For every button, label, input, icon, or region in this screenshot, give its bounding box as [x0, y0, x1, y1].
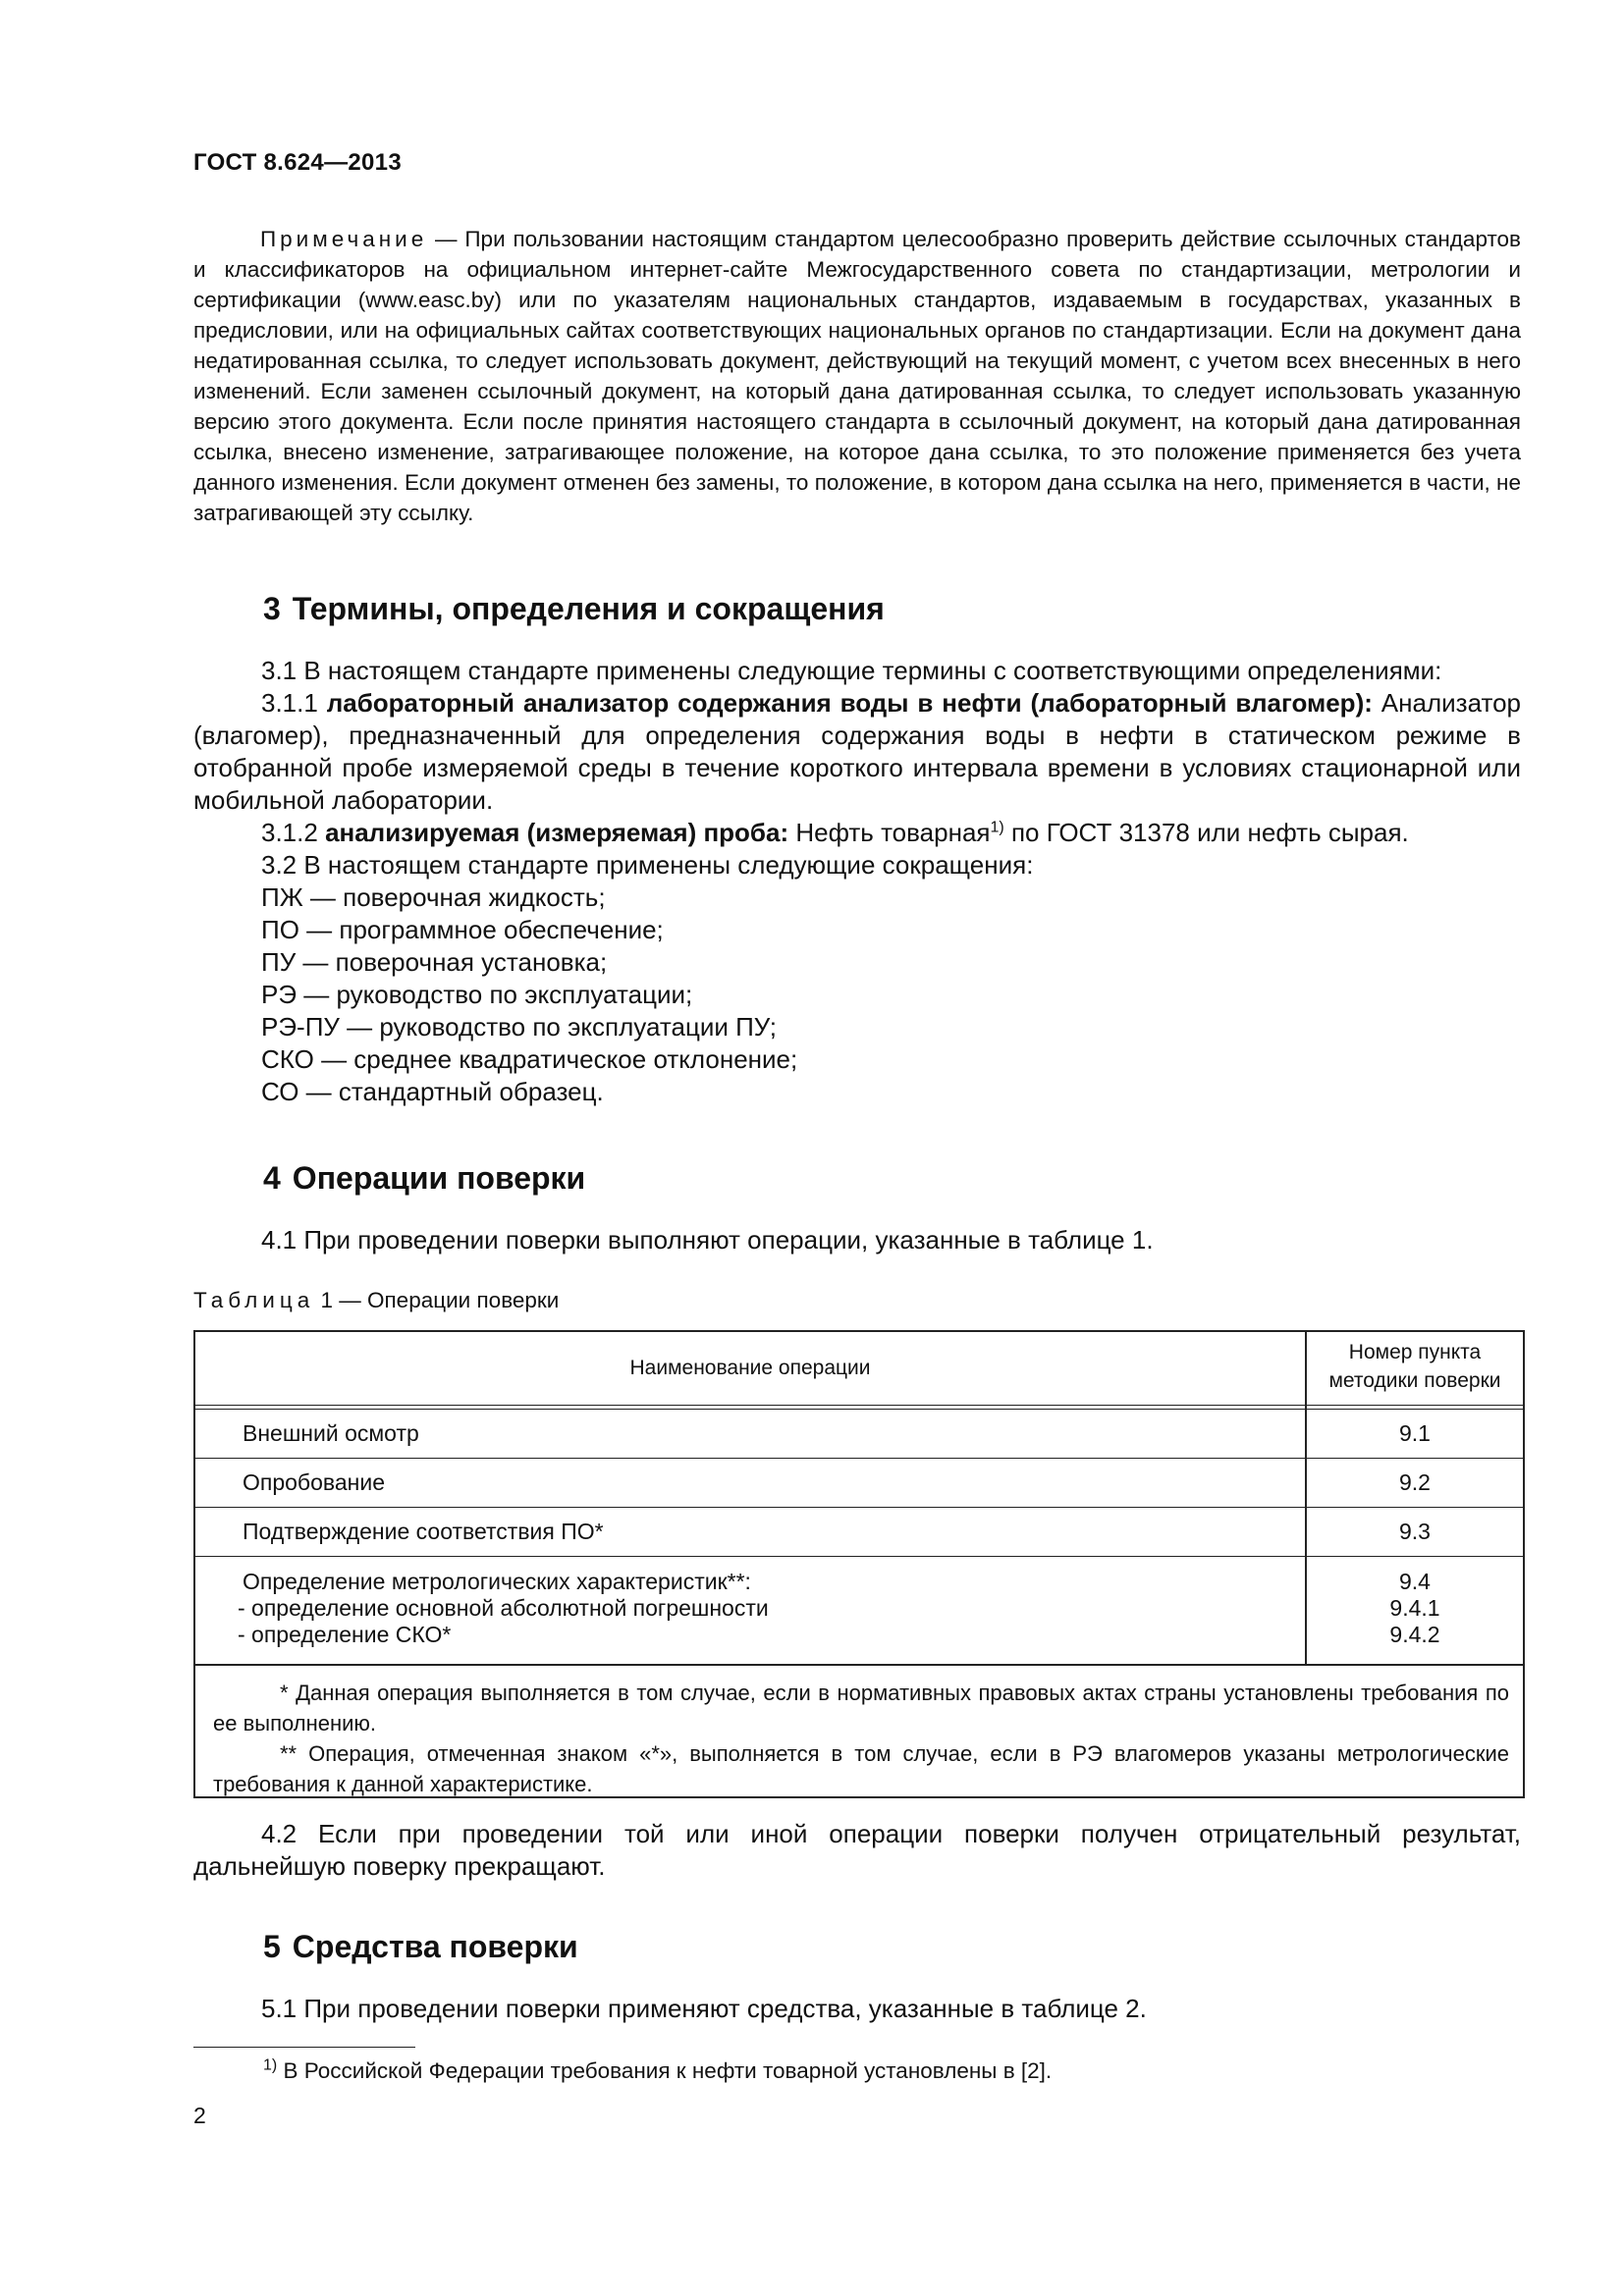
note-text: — При пользовании настоящим стандартом целесообразно проверить действие ссылочных стандартов и классификаторов на официальном интернет-сайте Межгосударственного совета по стандартизации, метрологии и сертификации (www.easc.by) или по указателям национальных стандартов, издаваемым в государствах, указанных в предисловии, или на официальных сайтах соответствующих национальных органов по стандартизации. Если на документ дана недатированная ссылка, то следует использовать документ, действующий на текущий момент, с учетом всех внесенных в него изменений. Если заменен ссылочный документ, на который дана датированная ссылка, то следует использовать указанную версию этого документа. Если после принятия настоящего стандарта в ссылочный документ, на который дана датированная ссылка, внесено изменение, затрагивающее положение, на которое дана ссылка, то это положение применяется без учета данного изменения. Если документ отменен без замены, то положение, в котором дана ссылка на него, применяется в части, не затрагивающей эту ссылку. [193, 227, 1521, 525]
clause-3-2: 3.2 В настоящем стандарте применены следующие сокращения: [261, 850, 1034, 880]
abbreviation-item: СКО — среднее квадратическое отклонение; [261, 1044, 798, 1074]
section-3-heading [263, 591, 885, 627]
clause-5-1: 5.1 При проведении поверки применяют средства, указанные в таблице 2. [261, 1994, 1147, 2023]
operation-clause: 9.4 9.4.1 9.4.2 [1389, 1569, 1440, 1647]
abbreviation-item: СО — стандартный образец. [261, 1077, 604, 1106]
table-caption-text: 1 — Операции поверки [314, 1288, 560, 1312]
abbreviation-item: ПО — программное обеспечение; [261, 915, 664, 944]
section-3-number: 3 [263, 591, 281, 626]
section-5-heading [263, 1929, 578, 1965]
clause-4-2-block [193, 1818, 1521, 1883]
abbreviation-item: РЭ-ПУ — руководство по эксплуатации ПУ; [261, 1012, 777, 1041]
column-header-clause: Номер пункта методики поверки [1328, 1341, 1501, 1392]
abbreviation-item: РЭ — руководство по эксплуатации; [261, 980, 693, 1009]
table-row [195, 1410, 1523, 1458]
operation-clause: 9.2 [1399, 1469, 1431, 1495]
table-caption-label: Таблица [193, 1288, 315, 1312]
clause-4-1: 4.1 При проведении поверки выполняют операции, указанные в таблице 1. [261, 1225, 1154, 1255]
section-4-title: Операции поверки [292, 1160, 586, 1196]
section-3-body [193, 655, 1521, 1108]
clause-4-2: 4.2 Если при проведении той или иной операции поверки получен отрицательный результат, дальнейшую поверку прекращают. [193, 1819, 1521, 1881]
table-row [195, 1459, 1523, 1507]
term-sample: анализируемая (измеряемая) проба: [325, 818, 789, 847]
operations-table [193, 1330, 1525, 1798]
clause-4-1-block [193, 1224, 1521, 1256]
footnote-ref: 1) [990, 819, 1004, 836]
footnote-divider [193, 2047, 415, 2048]
section-5-title: Средства поверки [292, 1929, 578, 1964]
operation-clause: 9.3 [1399, 1519, 1431, 1544]
operation-name: Внешний осмотр [243, 1420, 419, 1446]
table-row [195, 1508, 1523, 1556]
page-number: 2 [193, 2103, 206, 2128]
abbreviation-item: ПУ — поверочная установка; [261, 947, 608, 977]
abbreviation-item: ПЖ — поверочная жидкость; [261, 882, 606, 912]
table-row [195, 1557, 1523, 1664]
table-header-row [195, 1332, 1523, 1405]
table-footnotes [195, 1666, 1523, 1799]
operation-name: Определение метрологических характеристик**: - определение основной абсолютной погрешности - определение СКО* [238, 1569, 769, 1647]
column-header-operation: Наименование операции [629, 1357, 871, 1379]
table-footnote: ** Операция, отмеченная знаком «*», выполняется в том случае, если в РЭ влагомеров указаны метрологические требования к данной характеристике. [213, 1741, 1509, 1796]
reference-note [193, 224, 1521, 528]
document-header: ГОСТ 8.624—2013 [193, 149, 402, 176]
page-footnote [263, 2056, 1052, 2086]
operation-clause: 9.1 [1399, 1420, 1431, 1446]
operation-name: Опробование [243, 1469, 385, 1495]
table-footnote: * Данная операция выполняется в том случае, если в нормативных правовых актах страны установлены требования по ее выполнению. [213, 1681, 1509, 1735]
term-analyzer: лабораторный анализатор содержания воды в нефти (лабораторный влагомер): [326, 688, 1373, 718]
table-1-caption [193, 1288, 559, 1313]
footnote-text: В Российской Федерации требования к нефти товарной установлены в [2]. [277, 2058, 1053, 2083]
note-label: Примечание [260, 227, 428, 251]
operation-name: Подтверждение соответствия ПО* [243, 1519, 604, 1544]
clause-3-1-2: 3.1.2 анализируемая (измеряемая) проба: Нефть товарная$^{1)}$ по ГОСТ 31378 или нефть сырая. [261, 818, 1409, 847]
clause-5-1-block [193, 1993, 1521, 2025]
section-4-heading [263, 1160, 585, 1197]
footnote-mark: 1) [263, 2056, 278, 2074]
clause-3-1-1: 3.1.1 лабораторный анализатор содержания воды в нефти (лабораторный влагомер): Анализатор (влагомер), предназначенный для определения содержания воды в нефти в статическом режиме в отобранной пробе измеряемой среды в течение короткого интервала времени в условиях стационарной или мобильной лаборатории. [193, 688, 1521, 815]
section-5-number: 5 [263, 1929, 281, 1964]
clause-3-1: 3.1 В настоящем стандарте применены следующие термины с соответствующими определениями: [261, 656, 1442, 685]
section-3-title: Термины, определения и сокращения [292, 591, 885, 626]
section-4-number: 4 [263, 1160, 281, 1196]
